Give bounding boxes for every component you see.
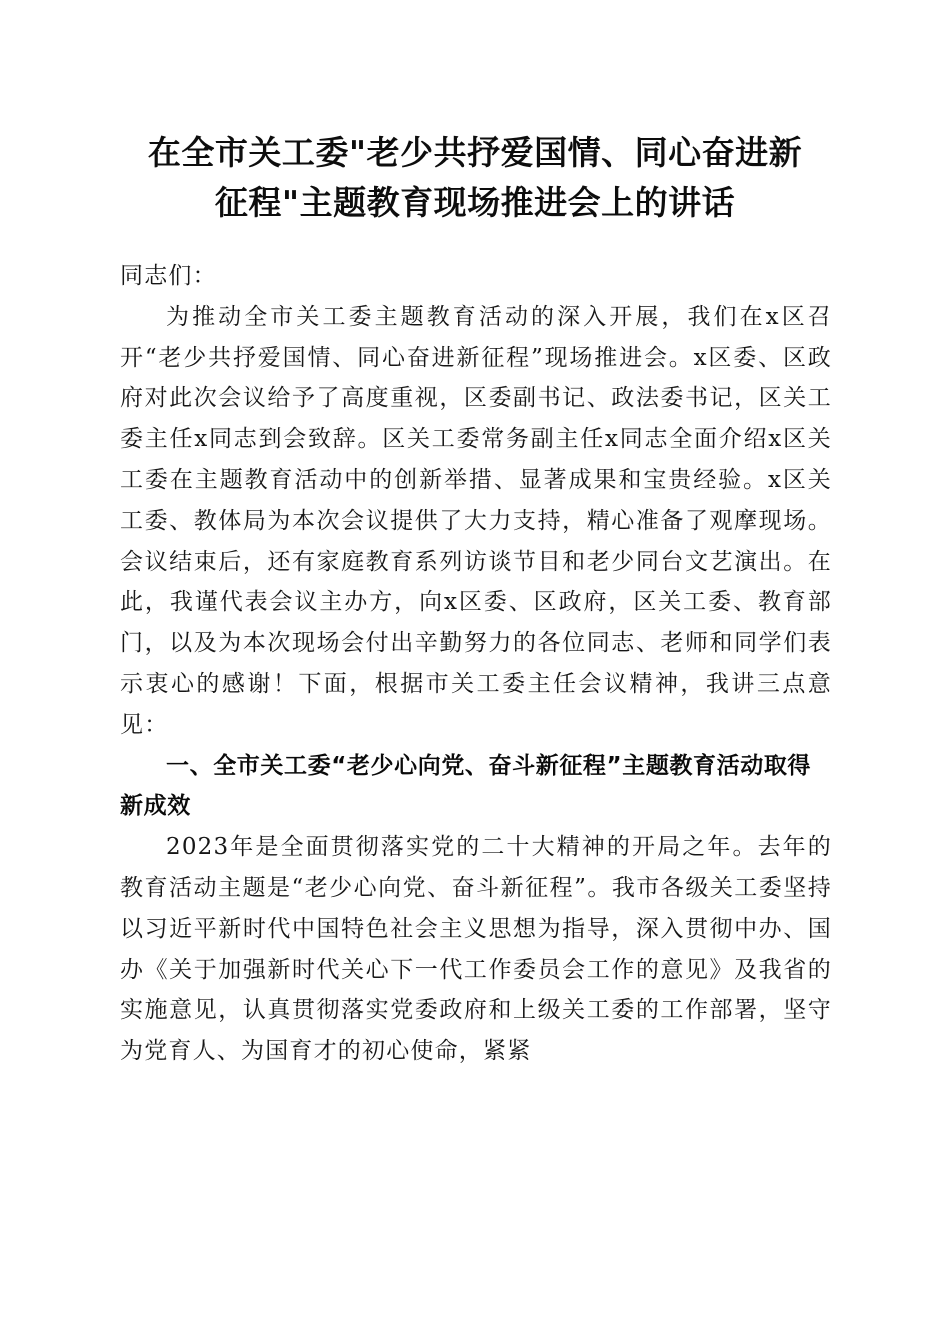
greeting: 同志们： — [120, 263, 217, 289]
paragraph-introduction: 为推动全市关工委主题教育活动的深入开展，我们在x区召开“老少共抒爱国情、同心奋进新征程”现场推进会。x区委、区政府对此次会议给予了高度重视，区委副书记、政法委书记，区关工委主任x同志到会致辞。区关工委常务副主任x同志全面介绍x区关工委在主题教育活动中的创新举措、显著成果和宝贵经验。x区关工委、教体局为本次会议提供了大力支持，精心准备了观摩现场。会议结束后，还有家庭教育系列访谈节目和老少同台文艺演出。在此，我谨代表会议主办方，向x区委、区政府，区关工委、教育部门，以及为本次现场会付出辛勤努力的各位同志、老师和同学们表示衷心的感谢！下面，根据市关工委主任会议精神，我讲三点意见： — [120, 303, 832, 738]
document-title — [100, 128, 850, 228]
document-title-line-1: 在全市关工委"老少共抒爱国情、同心奋进新 — [147, 133, 803, 172]
section-heading-1: 一、全市关工委“老少心向党、奋斗新征程”主题教育活动取得新成效 — [120, 752, 812, 820]
paragraph-2023-overview: 2023年是全面贯彻落实党的二十大精神的开局之年。去年的教育活动主题是“老少心向党、奋斗新征程”。我市各级关工委坚持以习近平新时代中国特色社会主义思想为指导，深入贯彻中办、国办《关于加强新时代关心下一代工作委员会工作的意见》及我省的实施意见，认真贯彻落实党委政府和上级关工委的工作部署，坚守为党育人、为国育才的初心使命，紧紧 — [120, 834, 832, 1065]
document-body — [120, 256, 832, 1072]
document-title-line-2: 征程"主题教育现场推进会上的讲话 — [214, 183, 736, 222]
